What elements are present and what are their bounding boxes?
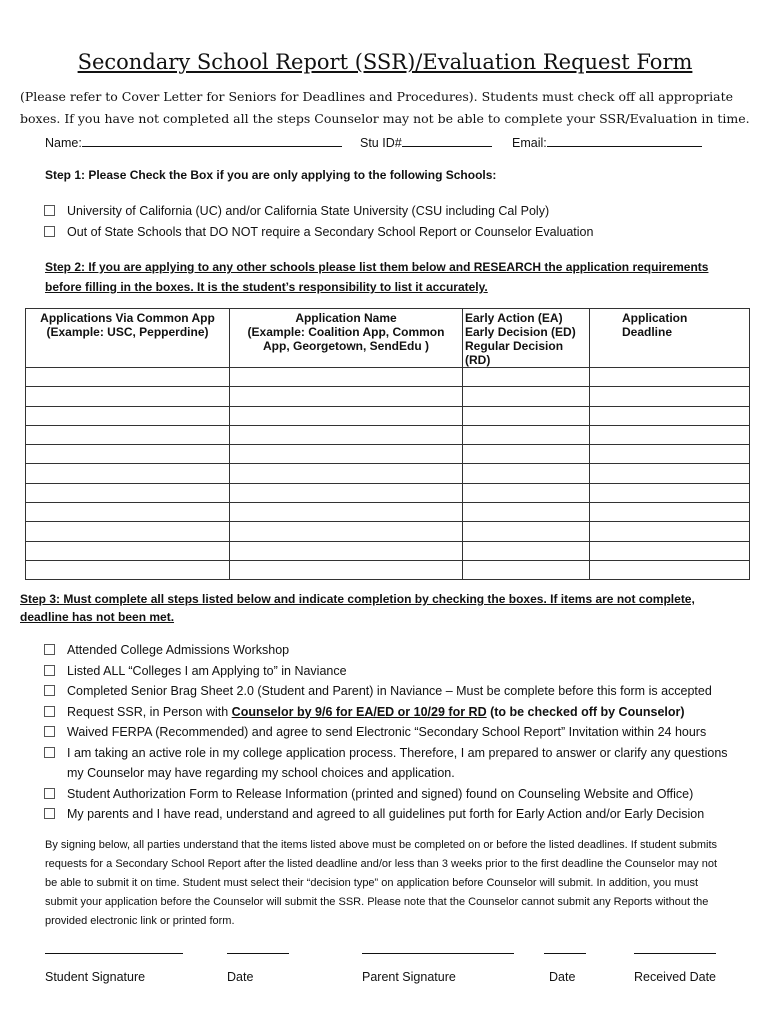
date1-line[interactable]	[227, 953, 289, 954]
step3-item-authorization[interactable]: Student Authorization Form to Release Information (printed and signed) found on Counseling Website and Office)	[44, 784, 744, 805]
checkbox[interactable]	[44, 665, 55, 676]
email-label: Email:	[512, 136, 547, 150]
table-row	[26, 425, 750, 444]
agreement-text: By signing below, all parties understand that the items listed above must be completed on or before the listed deadlines. If student submits requests for a Secondary School Report after the listed deadline and/or less than 3 weeks prior to the first deadline the Counselor may not be able to submit it on time. Student must select their “decision type” on application before Counselor will submit. In addition, you must submit your application before the Counselor will submit the SSR. Please note that the Counselor cannot submit any Reports without the provided electronic link or printed form.	[45, 839, 717, 927]
parent-signature-label: Parent Signature	[362, 970, 456, 984]
student-signature-label: Student Signature	[45, 970, 146, 984]
step3-item-request-ssr[interactable]: Request SSR, in Person with Counselor by 9/6 for EA/ED or 10/29 for RD (to be checked off by Counselor)	[44, 702, 744, 723]
step3-item-colleges-listed[interactable]: Listed ALL “Colleges I am Applying to” in Naviance	[44, 661, 744, 682]
table-row	[26, 406, 750, 425]
step1-option-uc-csu[interactable]: University of California (UC) and/or California State University (CSU including Cal Poly)	[44, 201, 744, 222]
email-input-line[interactable]	[547, 134, 702, 147]
step3-item-parents-agree[interactable]: My parents and I have read, understand and agreed to all guidelines put forth for Early Action and/or Early Decision	[44, 804, 744, 825]
col-header-application-name: Application Name (Example: Coalition App, Common App, Georgetown, SendEdu )	[230, 309, 463, 368]
step3-item-workshop[interactable]: Attended College Admissions Workshop	[44, 640, 744, 661]
table-row	[26, 483, 750, 502]
student-signature-line[interactable]	[45, 953, 183, 954]
table-row	[26, 522, 750, 541]
name-field[interactable]	[45, 134, 342, 150]
table-row	[26, 445, 750, 464]
step3-heading: Step 3: Must complete all steps listed below and indicate completion by checking the boxes. If items are not complete, deadline has not been met.	[20, 592, 695, 624]
step3-item-brag-sheet[interactable]: Completed Senior Brag Sheet 2.0 (Student and Parent) in Naviance – Must be complete before this form is accepted	[44, 681, 744, 702]
checkbox[interactable]	[44, 644, 55, 655]
stu-id-field[interactable]	[360, 134, 492, 150]
step1-option-out-of-state[interactable]: Out of State Schools that DO NOT require a Secondary School Report or Counselor Evaluation	[44, 222, 744, 243]
step2-heading: Step 2: If you are applying to any other schools please list them below and RESEARCH the application requirements before filling in the boxes. It is the student’s responsibility to list it accurately.	[45, 260, 709, 294]
table-row	[26, 464, 750, 483]
col-header-deadline: Application Deadline	[590, 309, 750, 368]
stu-id-label: Stu ID#	[360, 136, 402, 150]
table-row	[26, 541, 750, 560]
checkbox[interactable]	[44, 226, 55, 237]
step3-item-ferpa[interactable]: Waived FERPA (Recommended) and agree to send Electronic “Secondary School Report” Invitation within 24 hours	[44, 722, 744, 743]
checkbox[interactable]	[44, 685, 55, 696]
step1-options	[44, 201, 744, 242]
checkbox[interactable]	[44, 747, 55, 758]
col-header-common-app: Applications Via Common App (Example: USC, Pepperdine)	[26, 309, 230, 368]
date2-line[interactable]	[544, 953, 586, 954]
parent-signature-line[interactable]	[362, 953, 514, 954]
applications-table	[25, 308, 750, 580]
checkbox[interactable]	[44, 726, 55, 737]
name-input-line[interactable]	[82, 134, 342, 147]
checkbox[interactable]	[44, 788, 55, 799]
checkbox[interactable]	[44, 706, 55, 717]
step3-checklist	[44, 640, 744, 825]
checkbox[interactable]	[44, 205, 55, 216]
checkbox[interactable]	[44, 808, 55, 819]
col-header-decision-type: Early Action (EA) Early Decision (ED) Regular Decision (RD)	[463, 309, 590, 368]
table-row	[26, 368, 750, 387]
received-date-label: Received Date	[634, 970, 716, 984]
name-label: Name:	[45, 136, 82, 150]
received-date-line[interactable]	[634, 953, 716, 954]
email-field[interactable]	[512, 134, 702, 150]
date1-label: Date	[227, 970, 254, 984]
date2-label: Date	[549, 970, 576, 984]
table-row	[26, 503, 750, 522]
intro-text: (Please refer to Cover Letter for Seniors for Deadlines and Procedures). Students must check off all appropriate boxes. If you have not completed all the steps Counselor may not be able to complete your SSR/Evaluation in time.	[20, 89, 750, 126]
step3-item-active-role[interactable]: I am taking an active role in my college application process. Therefore, I am prepared to answer or clarify any questions my Counselor may have regarding my school choices and application.	[44, 743, 744, 784]
table-row	[26, 560, 750, 579]
page-title: Secondary School Report (SSR)/Evaluation Request Form	[77, 50, 693, 74]
step1-heading: Step 1: Please Check the Box if you are only applying to the following Schools:	[45, 168, 497, 182]
table-header-row	[26, 309, 750, 368]
stu-id-input-line[interactable]	[402, 134, 492, 147]
table-row	[26, 387, 750, 406]
